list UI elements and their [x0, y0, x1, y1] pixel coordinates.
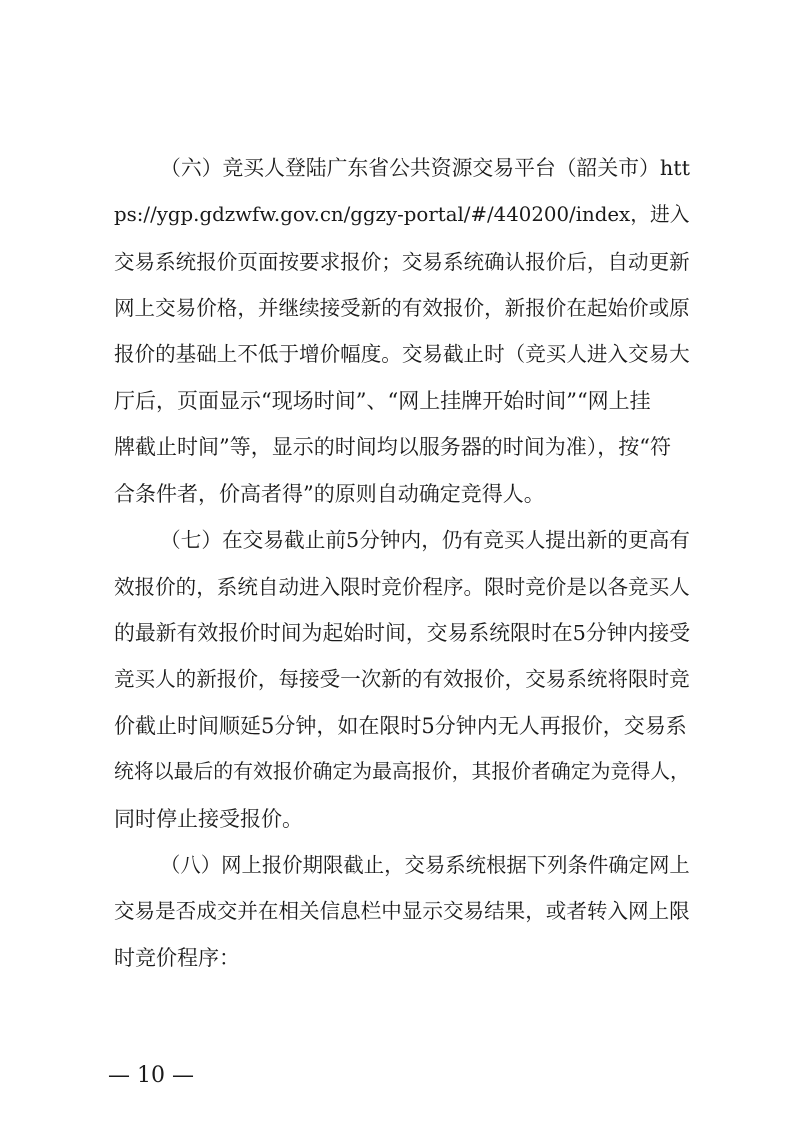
paragraph-8-line-1: （八）网上报价期限截止，交易系统根据下列条件确定网上	[160, 853, 690, 877]
paragraph-6-line-6: 厅后，页面显示“现场时间”、“网上挂牌开始时间”“网上挂	[114, 389, 651, 413]
paragraph-6-line-4: 网上交易价格，并继续接受新的有效报价，新报价在起始价或原	[114, 296, 690, 320]
paragraph-7-line-6: 统将以最后的有效报价确定为最高报价，其报价者确定为竞得人，	[114, 760, 690, 783]
paragraph-7-line-4: 竞买人的新报价，每接受一次新的有效报价，交易系统将限时竞	[114, 667, 690, 691]
page-number: — 10 —	[108, 1063, 194, 1088]
paragraph-6-line-1: （六）竞买人登陆广东省公共资源交易平台（韶关市）htt	[160, 156, 691, 180]
paragraph-6-line-3: 交易系统报价页面按要求报价；交易系统确认报价后，自动更新	[114, 250, 690, 274]
paragraph-6-line-5: 报价的基础上不低于增价幅度。交易截止时（竞买人进入交易大	[114, 342, 690, 366]
paragraph-8-line-3: 时竞价程序：	[114, 946, 240, 970]
paragraph-7-line-5: 价截止时间顺延5分钟，如在限时5分钟内无人再报价，交易系	[114, 714, 687, 738]
paragraph-6-line-2: ps://ygp.gdzwfw.gov.cn/ggzy-portal/#/440200/index，进入	[114, 203, 690, 226]
paragraph-6-line-8: 合条件者，价高者得”的原则自动确定竞得人。	[114, 482, 545, 506]
paragraph-7-line-7: 同时停止接受报价。	[114, 807, 303, 831]
paragraph-7-line-3: 的最新有效报价时间为起始时间，交易系统限时在5分钟内接受	[114, 621, 691, 645]
paragraph-7-line-2: 效报价的，系统自动进入限时竞价程序。限时竞价是以各竞买人	[114, 575, 690, 599]
paragraph-8-line-2: 交易是否成交并在相关信息栏中显示交易结果，或者转入网上限	[114, 899, 690, 923]
paragraph-6-line-7: 牌截止时间”等，显示的时间均以服务器的时间为准），按“符	[114, 435, 671, 459]
paragraph-7-line-1: （七）在交易截止前5分钟内，仍有竞买人提出新的更高有	[160, 528, 690, 552]
